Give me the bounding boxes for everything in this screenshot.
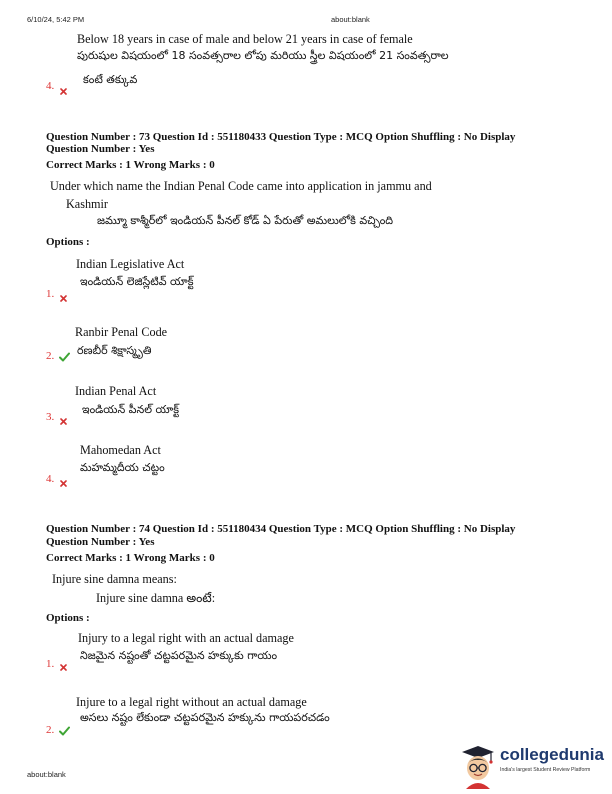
q74-option-2-number: 2.: [46, 724, 55, 736]
q73-options-label: Options :: [46, 236, 90, 248]
q73-header-line2: Question Number : Yes: [46, 143, 155, 155]
q74-header-line2: Question Number : Yes: [46, 536, 155, 548]
q73-option-4-number: 4.: [46, 473, 55, 485]
wrong-mark-icon: [60, 658, 67, 676]
q73-option-3-english: Indian Penal Act: [75, 384, 157, 398]
wrong-mark-icon: [60, 289, 67, 307]
q73-option-3-number: 3.: [46, 411, 55, 423]
q74-option-2-english: Injure to a legal right without an actual damage: [76, 695, 307, 709]
q73-question-english-1: Under which name the Indian Penal Code came into application in jammu and: [50, 179, 432, 193]
q73-option-2-number: 2.: [46, 350, 55, 362]
footer-url: about:blank: [27, 770, 66, 779]
q74-question-english: Injure sine damna means:: [52, 572, 177, 586]
wrong-mark-icon: [60, 82, 67, 100]
prev-option-telugu-2: కంటే తక్కువ: [83, 73, 138, 86]
q73-question-telugu: జమ్మూ కాశ్మీర్‌లో ఇండియన్ పీనల్ కోడ్ ఏ పేరుతో అమలులోకి వచ్చింది: [97, 214, 394, 227]
q74-options-label: Options :: [46, 612, 90, 624]
q74-option-1-number: 1.: [46, 658, 55, 670]
wrong-mark-icon: [60, 474, 67, 492]
prev-option-telugu-1: పురుషుల విషయంలో 18 సంవత్సరాల లోపు మరియు స్త్రీల విషయంలో 21 సంవత్సరాల: [77, 49, 449, 62]
q73-header-line1: Question Number : 73 Question Id : 551180433 Question Type : MCQ Option Shuffling : No Display: [46, 131, 516, 143]
q73-option-2-english: Ranbir Penal Code: [75, 325, 168, 339]
print-url: about:blank: [331, 15, 370, 24]
q74-option-1-english: Injury to a legal right with an actual damage: [78, 631, 294, 645]
prev-option-english: Below 18 years in case of male and below 21 years in case of female: [77, 32, 413, 46]
q73-question-english-2: Kashmir: [66, 197, 108, 211]
student-mascot-icon: [458, 743, 498, 794]
q73-option-1-telugu: ఇండియన్ లెజిస్లేటివ్ యాక్ట్: [80, 275, 194, 288]
q73-option-2-telugu: రణబీర్ శిక్షాస్మృతి: [77, 344, 152, 357]
brand-name: collegedunia: [500, 745, 604, 764]
brand-tagline: India's largest Student Review Platform: [500, 767, 591, 773]
q74-question-telugu: Injure sine damna అంటే:: [96, 591, 216, 605]
correct-check-icon: [59, 723, 70, 741]
q73-option-4-english: Mahomedan Act: [80, 443, 161, 457]
q73-option-3-telugu: ఇండియన్ పీనల్ యాక్ట్: [82, 403, 179, 416]
collegedunia-logo: [458, 741, 610, 791]
q73-option-4-telugu: మహమ్మదీయ చట్టం: [80, 461, 165, 474]
prev-option-number: 4.: [46, 80, 55, 92]
q73-option-1-english: Indian Legislative Act: [76, 257, 185, 271]
q74-header-line1: Question Number : 74 Question Id : 551180434 Question Type : MCQ Option Shuffling : No Display: [46, 523, 516, 535]
q74-option-2-telugu: అసలు నష్టం లేకుండా చట్టపరమైన హక్కును గాయపరచడం: [80, 711, 330, 724]
print-datetime: 6/10/24, 5:42 PM: [27, 15, 85, 24]
wrong-mark-icon: [60, 412, 67, 430]
q73-marks: Correct Marks : 1 Wrong Marks : 0: [46, 159, 215, 171]
q74-option-1-telugu: నిజమైన నష్టంతో చట్టపరమైన హక్కుకు గాయం: [80, 649, 278, 662]
q74-marks: Correct Marks : 1 Wrong Marks : 0: [46, 552, 215, 564]
q73-option-1-number: 1.: [46, 288, 55, 300]
correct-check-icon: [59, 349, 70, 367]
